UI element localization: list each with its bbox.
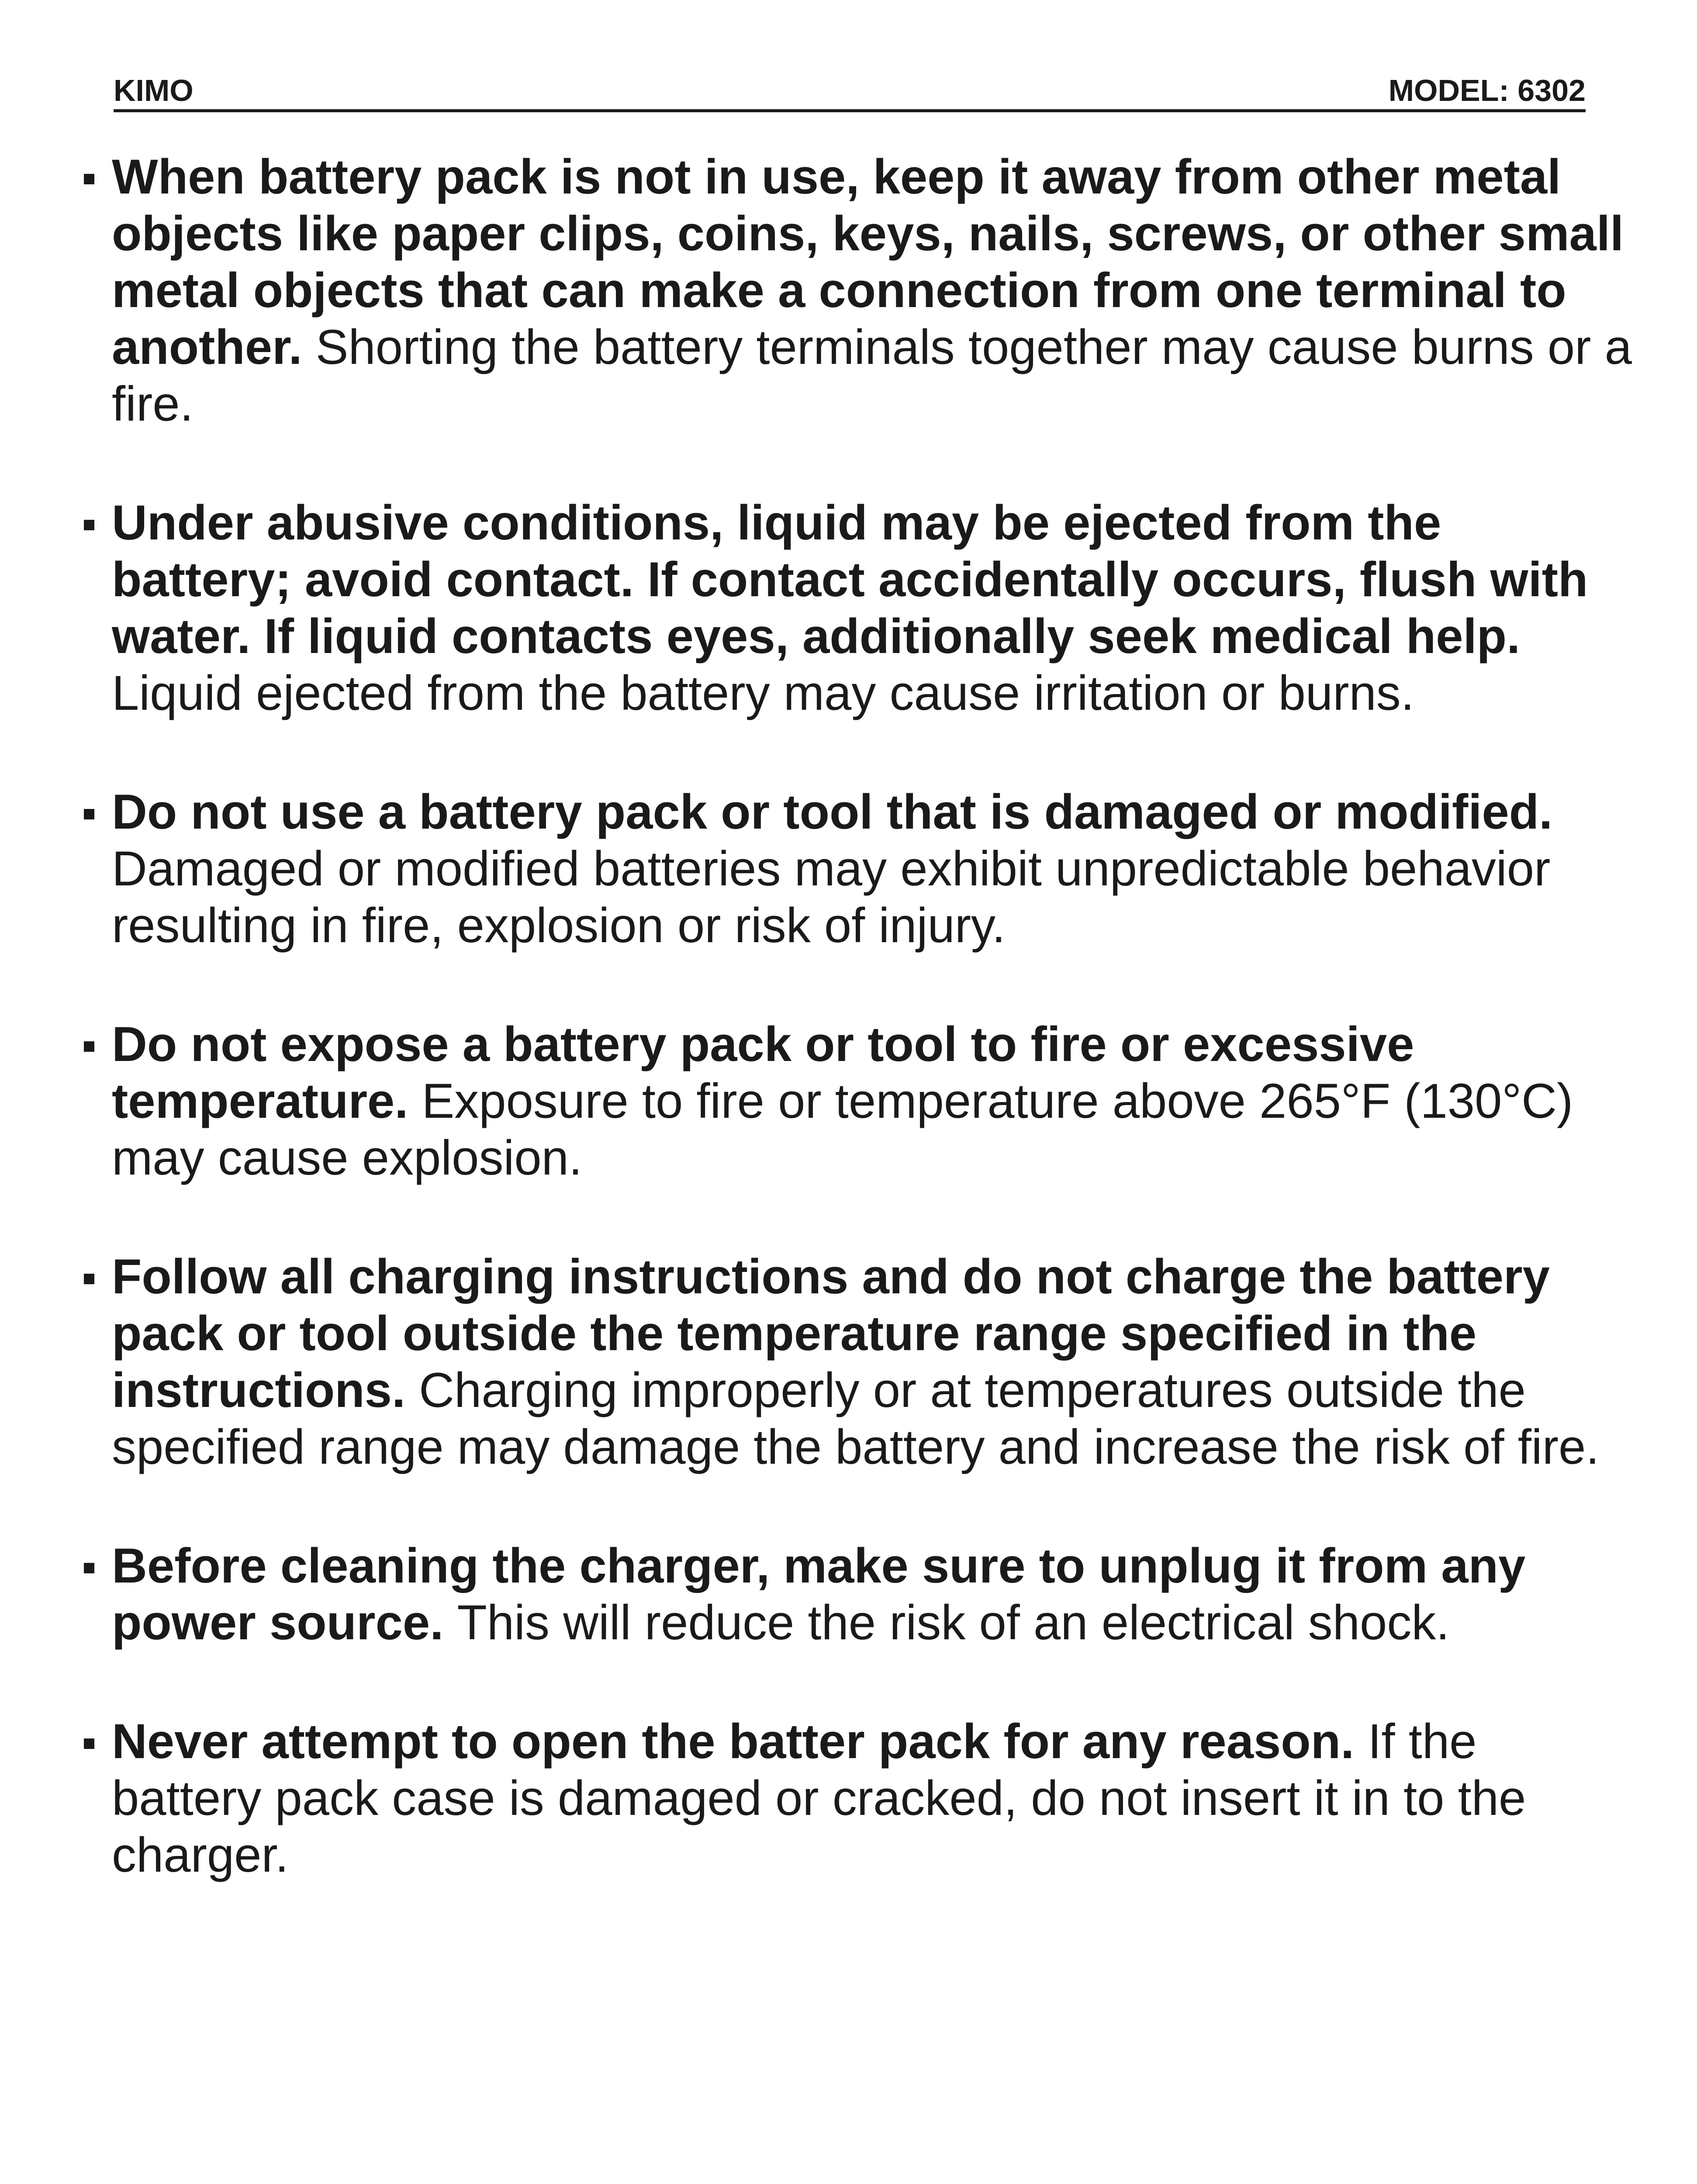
page-header bbox=[114, 66, 1586, 114]
warning-item-cleaning-charger bbox=[79, 1538, 1634, 1651]
warning-lead: When battery pack is not in use, keep it away from other metal objects like paper clips, coins, keys, nails, screws, or other small metal objects that can make a connection from one terminal to another. bbox=[112, 149, 1624, 374]
warning-item-metal-objects bbox=[79, 149, 1634, 432]
model-number: MODEL: 6302 bbox=[1388, 73, 1586, 107]
square-bullet-icon bbox=[84, 520, 94, 530]
warning-item-damaged-pack bbox=[79, 784, 1634, 954]
warning-lead: Before cleaning the charger, make sure to unplug it from any power source. bbox=[112, 1538, 1526, 1650]
warning-text: If the battery pack case is damaged or cracked, do not insert it in to the charger. bbox=[112, 1714, 1526, 1882]
warning-item-liquid-ejection bbox=[79, 494, 1634, 722]
warning-lead: Under abusive conditions, liquid may be ejected from the battery; avoid contact. If contact accidentally occurs, flush with water. If liquid contacts eyes, additionally seek medical help. bbox=[112, 495, 1588, 663]
warning-lead: Follow all charging instructions and do not charge the battery pack or tool outside the temperature range specified in the instructions. bbox=[112, 1249, 1550, 1417]
safety-warnings-list bbox=[79, 149, 1634, 1946]
warning-text: Exposure to fire or temperature above 265°F (130°C) may cause explosion. bbox=[112, 1074, 1573, 1185]
square-bullet-icon bbox=[84, 174, 94, 184]
warning-item-fire-temperature bbox=[79, 1016, 1634, 1186]
header-divider bbox=[114, 109, 1586, 112]
warning-item-open-pack bbox=[79, 1713, 1634, 1883]
warning-lead: Never attempt to open the batter pack for any reason. bbox=[112, 1714, 1368, 1769]
warning-text: Damaged or modified batteries may exhibit unpredictable behavior resulting in fire, explosion or risk of injury. bbox=[112, 841, 1551, 953]
warning-text: This will reduce the risk of an electrical shock. bbox=[457, 1595, 1450, 1650]
warning-text: Shorting the battery terminals together may cause burns or a fire. bbox=[112, 320, 1632, 431]
warning-item-charging-instructions bbox=[79, 1248, 1634, 1476]
square-bullet-icon bbox=[84, 809, 94, 819]
brand-name: KIMO bbox=[114, 73, 194, 107]
square-bullet-icon bbox=[84, 1274, 94, 1284]
warning-text: Liquid ejected from the battery may cause irritation or burns. bbox=[112, 666, 1414, 720]
square-bullet-icon bbox=[84, 1738, 94, 1749]
warning-text: Charging improperly or at temperatures outside the specified range may damage the battery and increase the risk of fire. bbox=[112, 1363, 1600, 1474]
square-bullet-icon bbox=[84, 1563, 94, 1573]
square-bullet-icon bbox=[84, 1041, 94, 1052]
warning-lead: Do not use a battery pack or tool that is damaged or modified. bbox=[112, 784, 1553, 839]
warning-lead: Do not expose a battery pack or tool to fire or excessive temperature. bbox=[112, 1017, 1414, 1128]
